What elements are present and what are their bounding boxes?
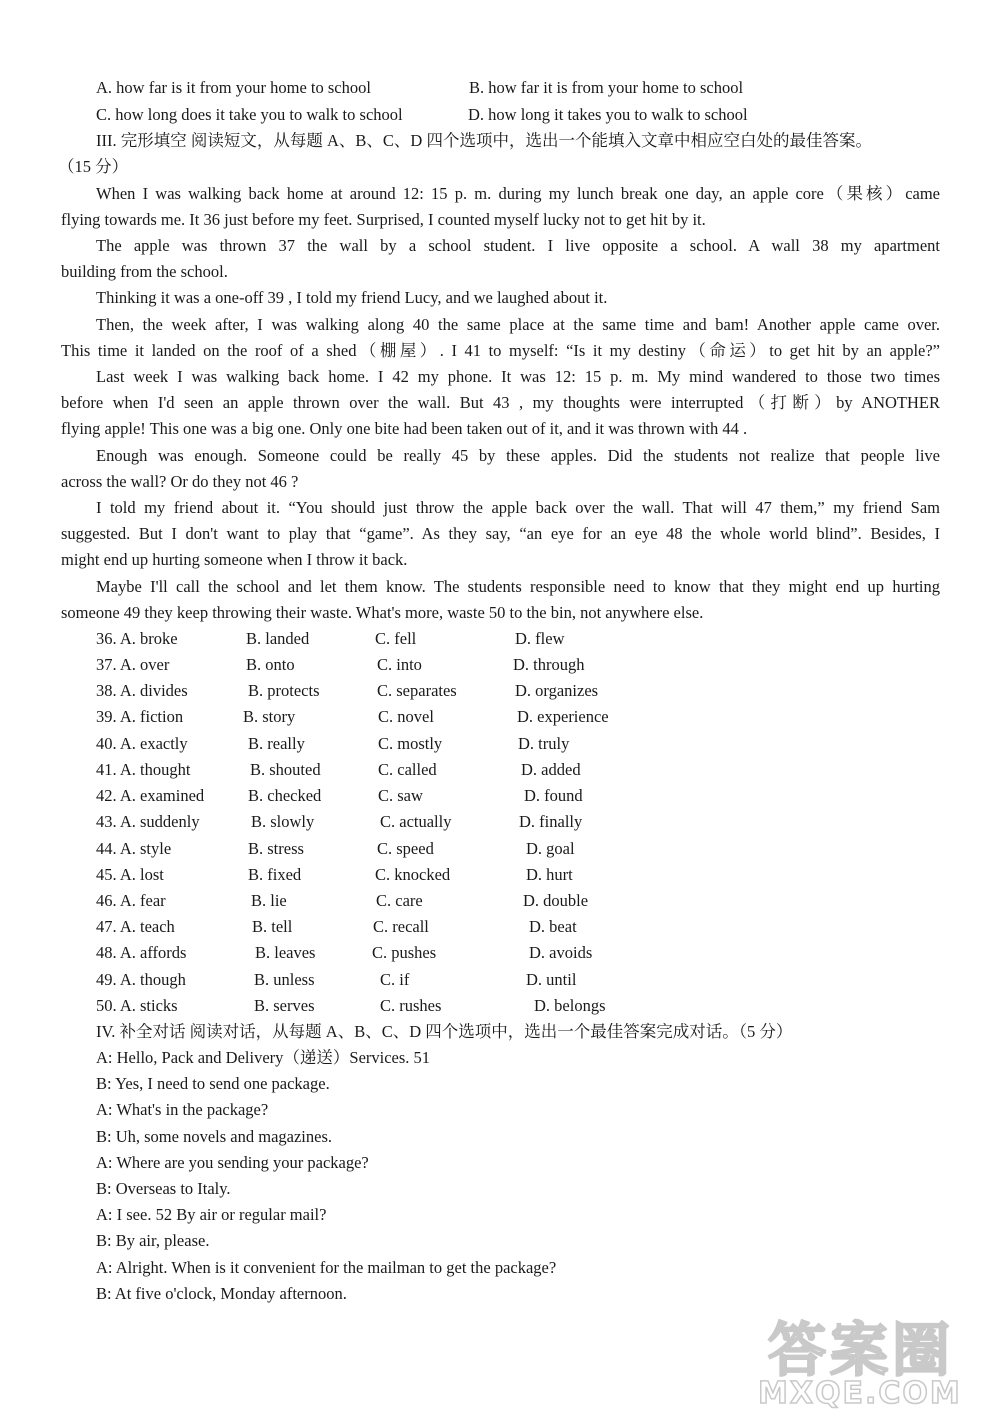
option-47-c: C. recall <box>373 917 429 936</box>
option-37-b: B. onto <box>246 655 295 674</box>
passage-line: Maybe I'll call the school and let them know. The students responsible need to know that they might end up hurting <box>96 577 940 596</box>
option-47-d: D. beat <box>529 917 577 936</box>
option-48-d: D. avoids <box>529 943 593 962</box>
passage-line: flying towards me. It 36 just before my feet. Surprised, I counted myself lucky not to get hit by it. <box>61 210 706 229</box>
watermark-logo-text: 答案圈 <box>768 1316 955 1384</box>
passage-line: might end up hurting someone when I throw it back. <box>61 550 408 569</box>
section-4-heading: IV. 补全对话 阅读对话，从每题 A、B、C、D 四个选项中，选出一个最佳答案完成对话。（5 分） <box>96 1022 793 1041</box>
q35-option-c: C. how long does it take you to walk to school <box>96 105 403 124</box>
option-38-d: D. organizes <box>515 681 599 700</box>
option-37-a: 37. A. over <box>96 655 170 674</box>
dialogue-line: B: At five o'clock, Monday afternoon. <box>96 1284 347 1303</box>
option-43-a: 43. A. suddenly <box>96 812 200 831</box>
option-48-a: 48. A. affords <box>96 943 187 962</box>
option-39-c: C. novel <box>378 707 434 726</box>
dialogue-line: B: Uh, some novels and magazines. <box>96 1127 332 1146</box>
dialogue-line: B: By air, please. <box>96 1231 210 1250</box>
option-43-b: B. slowly <box>251 812 315 831</box>
option-46-d: D. double <box>523 891 589 910</box>
option-41-a: 41. A. thought <box>96 760 191 779</box>
q35-option-a: A. how far is it from your home to school <box>96 78 371 97</box>
dialogue-line: A: Alright. When is it convenient for the mailman to get the package? <box>96 1258 557 1277</box>
option-44-c: C. speed <box>377 839 434 858</box>
dialogue-line: A: I see. 52 By air or regular mail? <box>96 1205 327 1224</box>
option-50-c: C. rushes <box>380 996 442 1015</box>
option-36-d: D. flew <box>515 629 565 648</box>
option-49-c: C. if <box>380 970 410 989</box>
option-42-c: C. saw <box>378 786 423 805</box>
dialogue-line: B: Yes, I need to send one package. <box>96 1074 330 1093</box>
option-45-b: B. fixed <box>248 865 302 884</box>
option-43-c: C. actually <box>380 812 452 831</box>
option-41-d: D. added <box>521 760 581 779</box>
option-46-a: 46. A. fear <box>96 891 166 910</box>
q35-option-b: B. how far it is from your home to school <box>469 78 744 97</box>
option-40-d: D. truly <box>518 734 570 753</box>
option-36-b: B. landed <box>246 629 310 648</box>
option-39-a: 39. A. fiction <box>96 707 184 726</box>
passage-line: Last week I was walking back home. I 42 my phone. It was 12: 15 p. m. My mind wandered to those two times <box>96 367 940 386</box>
dialogue-line: A: Where are you sending your package? <box>96 1153 369 1172</box>
section-3-points: （15 分） <box>58 157 129 176</box>
watermark-logo <box>748 1318 978 1410</box>
option-45-a: 45. A. lost <box>96 865 164 884</box>
option-42-d: D. found <box>524 786 583 805</box>
option-40-a: 40. A. exactly <box>96 734 188 753</box>
option-44-a: 44. A. style <box>96 839 172 858</box>
option-46-b: B. lie <box>251 891 287 910</box>
option-47-b: B. tell <box>252 917 293 936</box>
option-48-c: C. pushes <box>372 943 437 962</box>
option-50-a: 50. A. sticks <box>96 996 178 1015</box>
option-36-a: 36. A. broke <box>96 629 178 648</box>
option-40-b: B. really <box>248 734 305 753</box>
dialogue-line: A: Hello, Pack and Delivery（递送）Services. 51 <box>96 1048 431 1067</box>
option-50-b: B. serves <box>254 996 315 1015</box>
option-48-b: B. leaves <box>255 943 316 962</box>
passage-line: This time it landed on the roof of a shed（棚屋）. I 41 to myself: “Is it my destiny（命运）to get hit by an apple?” <box>61 341 940 360</box>
option-42-b: B. checked <box>248 786 322 805</box>
option-39-d: D. experience <box>517 707 609 726</box>
option-45-c: C. knocked <box>375 865 451 884</box>
option-47-a: 47. A. teach <box>96 917 175 936</box>
section-3-heading: III. 完形填空 阅读短文，从每题 A、B、C、D 四个选项中，选出一个能填入文章中相应空白处的最佳答案。 <box>96 131 872 150</box>
option-50-d: D. belongs <box>534 996 606 1015</box>
option-38-a: 38. A. divides <box>96 681 188 700</box>
passage-line: The apple was thrown 37 the wall by a school student. I live opposite a school. A wall 38 my apartment <box>96 236 940 255</box>
passage-line: before when I'd seen an apple thrown over the wall. But 43 , my thoughts were interrupted（打断）by ANOTHER <box>61 393 940 412</box>
option-44-b: B. stress <box>248 839 304 858</box>
dialogue-line: A: What's in the package? <box>96 1100 269 1119</box>
option-49-d: D. until <box>526 970 577 989</box>
option-36-c: C. fell <box>375 629 417 648</box>
passage-line: flying apple! This one was a big one. Only one bite had been taken out of it, and it was thrown with 44 . <box>61 419 748 438</box>
option-37-c: C. into <box>377 655 422 674</box>
passage-line: When I was walking back home at around 12: 15 p. m. during my lunch break one day, an apple core（果核）came <box>96 184 940 203</box>
passage-line: Then, the week after, I was walking along 40 the same place at the same time and bam! Another apple came over. <box>96 315 940 334</box>
passage-line: Enough was enough. Someone could be really 45 by these apples. Did the students not realize that people live <box>96 446 940 465</box>
option-43-d: D. finally <box>519 812 583 831</box>
option-42-a: 42. A. examined <box>96 786 205 805</box>
dialogue-line: B: Overseas to Italy. <box>96 1179 231 1198</box>
option-37-d: D. through <box>513 655 585 674</box>
option-38-c: C. separates <box>377 681 457 700</box>
option-46-c: C. care <box>376 891 423 910</box>
option-38-b: B. protects <box>248 681 320 700</box>
passage-line: I told my friend about it. “You should just throw the apple back over the wall. That will 47 them,” my friend Sam <box>96 498 940 517</box>
option-45-d: D. hurt <box>526 865 573 884</box>
passage-line: building from the school. <box>61 262 228 281</box>
option-41-c: C. called <box>378 760 437 779</box>
option-44-d: D. goal <box>526 839 575 858</box>
q35-option-d: D. how long it takes you to walk to school <box>468 105 748 124</box>
option-49-b: B. unless <box>254 970 315 989</box>
option-40-c: C. mostly <box>378 734 443 753</box>
passage-line: someone 49 they keep throwing their waste. What's more, waste 50 to the bin, not anywhere else. <box>61 603 704 622</box>
watermark-url: MXQE.COM <box>758 1376 962 1411</box>
option-49-a: 49. A. though <box>96 970 186 989</box>
passage-line: across the wall? Or do they not 46 ? <box>61 472 299 491</box>
option-39-b: B. story <box>243 707 296 726</box>
passage-line: suggested. But I don't want to play that “game”. As they say, “an eye for an eye 48 the whole world blind”. Besides, I <box>61 524 940 543</box>
option-41-b: B. shouted <box>250 760 321 779</box>
passage-line: Thinking it was a one-off 39 , I told my friend Lucy, and we laughed about it. <box>96 288 608 307</box>
